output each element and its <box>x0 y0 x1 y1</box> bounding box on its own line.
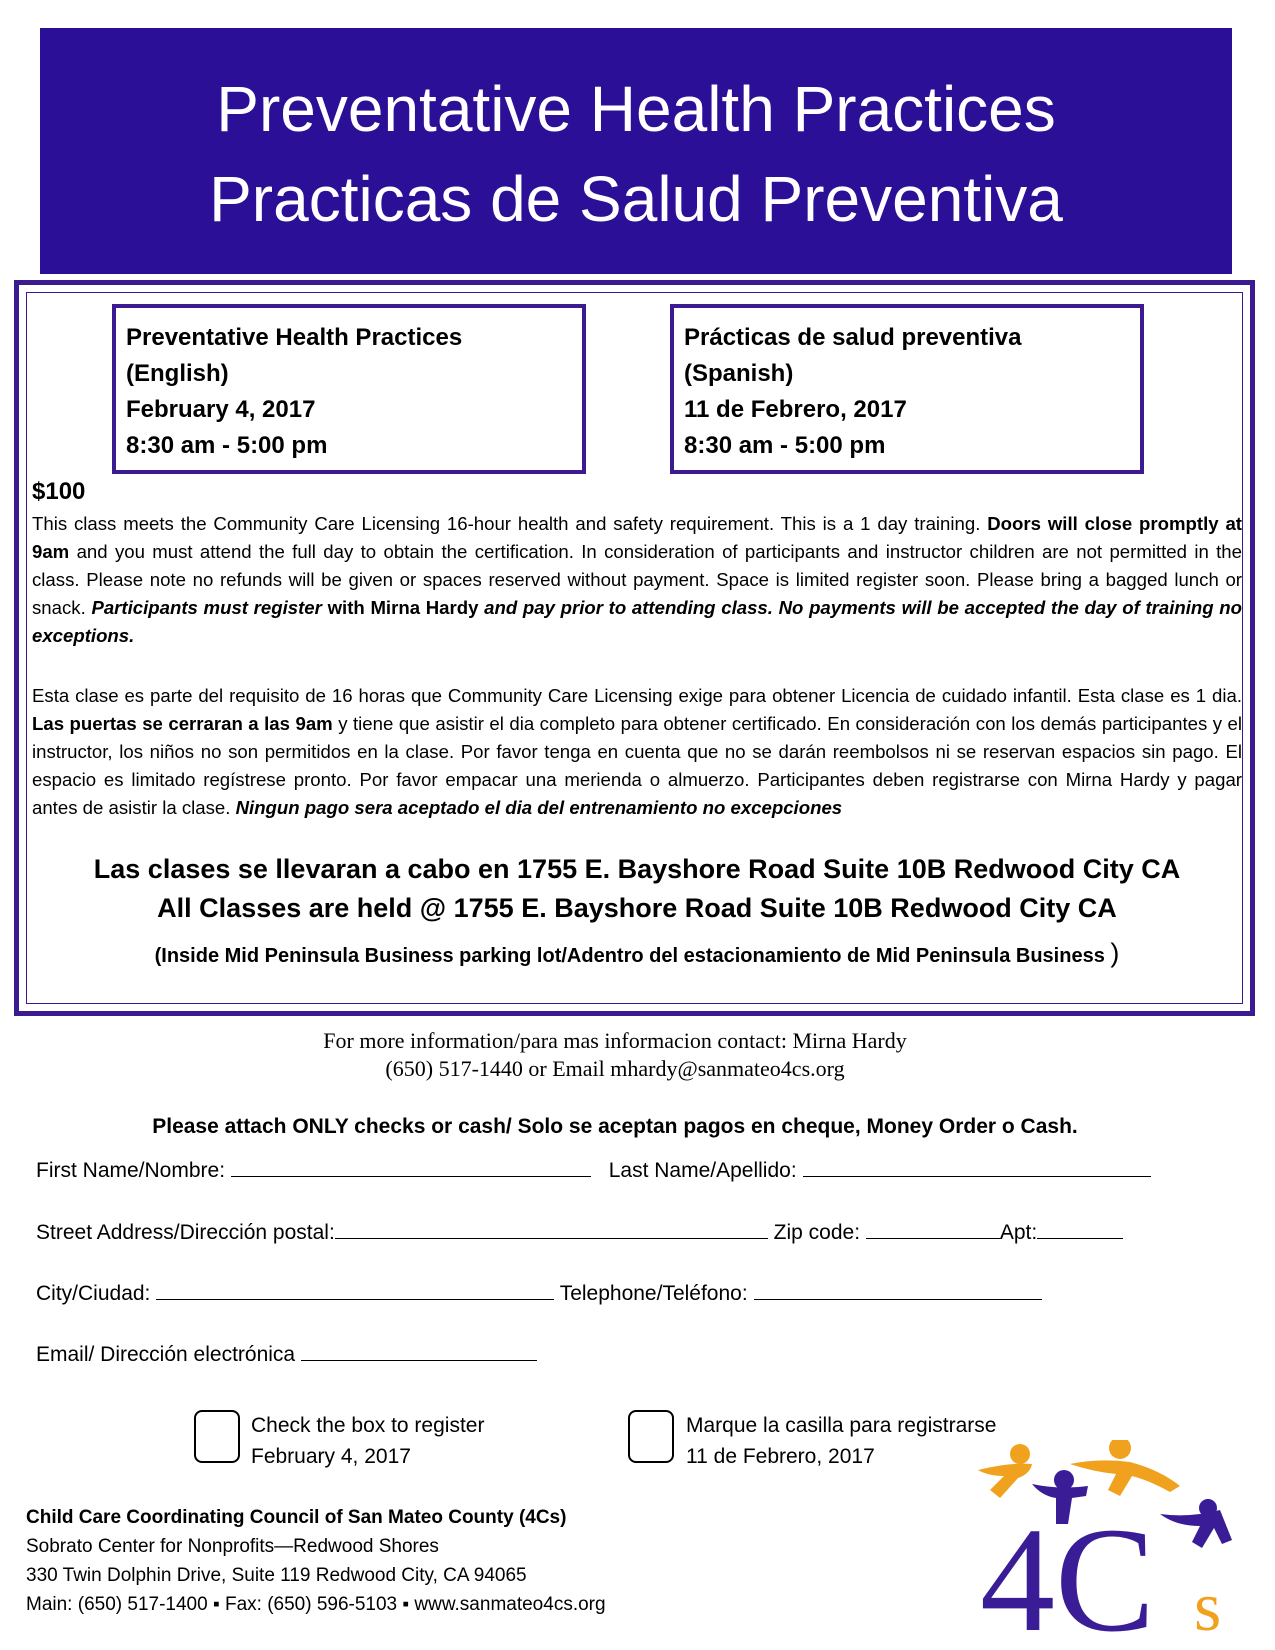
zip-field[interactable] <box>866 1220 1000 1239</box>
telephone-field[interactable] <box>754 1281 1042 1300</box>
payment-note: Please attach ONLY checks or cash/ Solo se aceptan pagos en cheque, Money Order o Cash. <box>152 1115 1078 1138</box>
email-field[interactable] <box>301 1342 537 1361</box>
city-field[interactable] <box>156 1281 554 1300</box>
first-name-field[interactable] <box>231 1158 591 1177</box>
name-row <box>36 1158 1151 1183</box>
session-box-spanish <box>670 304 1144 474</box>
org-name: Child Care Coordinating Council of San Mateo County (4Cs) <box>26 1507 567 1528</box>
session-time: 8:30 am - 5:00 pm <box>126 432 328 459</box>
session-title: Preventative Health Practices <box>126 324 463 351</box>
session-title: Prácticas de salud preventiva <box>684 324 1022 351</box>
last-name-field[interactable] <box>803 1158 1151 1177</box>
description-spanish: Esta clase es parte del requisito de 16 horas que Community Care Licensing exige para obtener Licencia de cuidado infantil. Esta clase es 1 dia. Las puertas se cerraran a las 9am y tiene que asistir el dia completo para obtener certificado. En consideración con los demás participantes y el instructor, los niños no son permitidos en la clase. Por favor tenga en cuenta que no se darán reembolsos ni se reservan espacios sin pago. El espacio es limitado regístrese pronto. Por favor empacar una merienda o almuerzo. Participantes deben registrarse con Mirna Hardy y pagar antes de asistir la clase. Ningun pago sera aceptado el dia del entrenamiento no excepciones <box>32 685 1243 818</box>
session-box-english <box>112 304 586 474</box>
session-date: February 4, 2017 <box>126 396 316 423</box>
4cs-logo <box>970 1440 1270 1640</box>
contact-line-1: For more information/para mas informacion contact: Mirna Hardy <box>323 1028 907 1053</box>
session-language: (English) <box>126 360 229 387</box>
zip-label: Zip code: <box>773 1221 866 1244</box>
session-time: 8:30 am - 5:00 pm <box>684 432 886 459</box>
price: $100 <box>32 478 86 505</box>
title-spanish: Practicas de Salud Preventiva <box>209 163 1063 235</box>
address-row <box>36 1220 1123 1245</box>
location-note: (Inside Mid Peninsula Business parking lot/Adentro del estacionamiento de Mid Peninsula Business ) <box>154 938 1120 968</box>
title-banner <box>40 28 1232 274</box>
location-english: All Classes are held @ 1755 E. Bayshore Road Suite 10B Redwood City CA <box>157 893 1117 923</box>
orange-figure-left-icon <box>978 1444 1032 1498</box>
logo-text-s: s <box>1194 1569 1222 1640</box>
city-label: City/Ciudad: <box>36 1282 157 1305</box>
street-address-field[interactable] <box>335 1220 768 1239</box>
footer-address: Child Care Coordinating Council of San Mateo County (4Cs) Sobrato Center for Nonprofits—Redwood Shores 330 Twin Dolphin Drive, Suite 119 Redwood City, CA 94065 Main: (650) 517-1400 ▪ Fax: (650) 596-5103 ▪ www.sanmateo4cs.org <box>26 1503 606 1619</box>
session-date: 11 de Febrero, 2017 <box>684 396 907 423</box>
telephone-label: Telephone/Teléfono: <box>559 1282 754 1305</box>
register-english-checkbox[interactable] <box>194 1410 240 1463</box>
location-spanish: Las clases se llevaran a cabo en 1755 E. Bayshore Road Suite 10B Redwood City CA <box>93 854 1181 884</box>
description-english: This class meets the Community Care Licensing 16-hour health and safety requirement. This is a 1 day training. Doors will close promptly at 9am and you must attend the full day to obtain the certification. In consideration of participants and instructor children are not permitted in the class. Please note no refunds will be given or spaces reserved without payment. Space is limited register soon. Please bring a bagged lunch or snack. Participants must register with Mirna Hardy and pay prior to attending class. No payments will be accepted the day of training no exceptions. <box>32 513 1243 646</box>
session-language: (Spanish) <box>684 360 794 387</box>
apt-field[interactable] <box>1037 1220 1123 1239</box>
register-english-label: Check the box to register February 4, 2017 <box>251 1414 485 1468</box>
street-address-label: Street Address/Dirección postal: <box>36 1221 335 1244</box>
city-row <box>36 1281 1042 1306</box>
logo-text: 4C <box>980 1497 1156 1640</box>
title-english: Preventative Health Practices <box>216 73 1056 145</box>
first-name-label: First Name/Nombre: <box>36 1159 231 1182</box>
apt-label: Apt: <box>999 1221 1038 1244</box>
register-spanish-label: Marque la casilla para registrarse 11 de Febrero, 2017 <box>686 1414 997 1468</box>
last-name-label: Last Name/Apellido: <box>608 1159 803 1182</box>
purple-figure-right-icon <box>1160 1499 1232 1548</box>
email-label: Email/ Dirección electrónica <box>36 1343 301 1366</box>
register-spanish-checkbox[interactable] <box>628 1410 674 1463</box>
email-row <box>36 1342 537 1367</box>
contact-line-2: (650) 517-1440 or Email mhardy@sanmateo4cs.org <box>385 1056 845 1081</box>
